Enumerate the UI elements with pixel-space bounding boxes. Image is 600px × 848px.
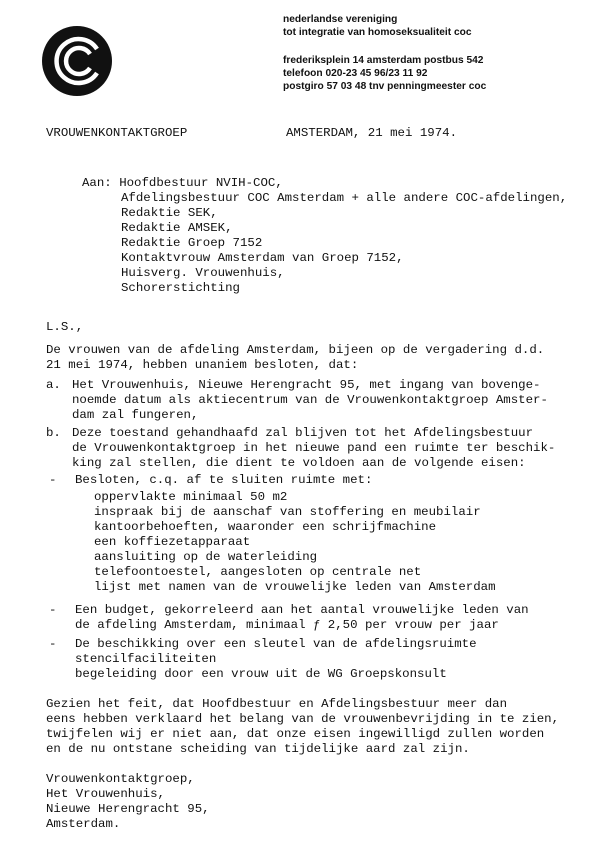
recipient-line: Redaktie SEK,: [121, 206, 218, 220]
letterhead: [283, 13, 486, 93]
requirement-line: Een budget, gekorreleerd aan het aantal vrouwelijke leden van: [75, 603, 529, 617]
requirement-line: de afdeling Amsterdam, minimaal ƒ 2,50 per vrouw per jaar: [75, 618, 499, 632]
requirement-line: begeleiding door een vrouw uit de WG Groepskonsult: [75, 667, 447, 681]
dash-marker: -: [49, 637, 57, 651]
recipient-line: Redaktie AMSEK,: [121, 221, 233, 235]
recipient-line: Hoofdbestuur NVIH-COC,: [119, 176, 283, 190]
signature-line: Nieuwe Herengracht 95,: [46, 802, 210, 816]
dash-marker: -: [49, 603, 57, 617]
point-line: dam zal fungeren,: [72, 408, 199, 422]
requirement-line: stencilfaciliteiten: [75, 652, 217, 666]
closing-paragraph: [46, 697, 559, 757]
address-line: telefoon 020-23 45 96/23 11 92: [283, 68, 428, 79]
requirement-items: [94, 490, 496, 595]
point-line: noemde datum als aktiecentrum van de Vrouwenkontaktgroep Amster-: [72, 393, 548, 407]
list-item: lijst met namen van de vrouwelijke leden van Amsterdam: [94, 580, 496, 594]
point-line: de Vrouwenkontaktgroep in het nieuwe pand een ruimte ter beschik-: [72, 441, 556, 455]
coc-logo-icon: [40, 14, 114, 108]
closing-line: twijfelen wij er niet aan, dat onze eisen ingewilligd zullen worden: [46, 727, 545, 741]
signature-block: [46, 772, 210, 832]
recipient-line: Redaktie Groep 7152: [121, 236, 263, 250]
point-line: Deze toestand gehandhaafd zal blijven tot het Afdelingsbestuur: [72, 426, 534, 440]
recipient-line: Kontaktvrouw Amsterdam van Groep 7152,: [121, 251, 404, 265]
point-line: Het Vrouwenhuis, Nieuwe Herengracht 95, met ingang van bovenge-: [72, 378, 541, 392]
list-item: een koffiezetapparaat: [94, 535, 251, 549]
intro-paragraph: [46, 343, 544, 373]
list-item: telefoontoestel, aangesloten op centrale net: [94, 565, 422, 579]
signature-line: Amsterdam.: [46, 817, 121, 831]
recipient-line: Schorerstichting: [121, 281, 240, 295]
requirement-intro: Besloten, c.q. af te sluiten ruimte met:: [75, 473, 373, 487]
intro-line: De vrouwen van de afdeling Amsterdam, bijeen op de vergadering d.d.: [46, 343, 545, 357]
place-date: AMSTERDAM, 21 mei 1974.: [286, 126, 458, 140]
signature-line: Vrouwenkontaktgroep,: [46, 772, 195, 786]
point-marker: a.: [46, 378, 61, 392]
list-item: inspraak bij de aanschaf van stoffering en meubilair: [94, 505, 481, 519]
org-line: tot integratie van homoseksualiteit coc: [283, 27, 472, 38]
point-line: king zal stellen, die dient te voldoen aan de volgende eisen:: [72, 456, 526, 470]
address-line: postgiro 57 03 48 tnv penningmeester coc: [283, 81, 487, 92]
closing-line: Gezien het feit, dat Hoofdbestuur en Afdelingsbestuur meer dan: [46, 697, 508, 711]
list-item: oppervlakte minimaal 50 m2: [94, 490, 288, 504]
list-item: aansluiting op de waterleiding: [94, 550, 318, 564]
sender-name: VROUWENKONTAKTGROEP: [46, 126, 188, 140]
recipient-line: Huisverg. Vrouwenhuis,: [121, 266, 285, 280]
point-marker: b.: [46, 426, 61, 440]
org-line: nederlandse vereniging: [283, 14, 398, 25]
list-item: kantoorbehoeften, waaronder een schrijfmachine: [94, 520, 437, 534]
dash-marker: -: [49, 473, 57, 487]
signature-line: Het Vrouwenhuis,: [46, 787, 165, 801]
address-line: frederiksplein 14 amsterdam postbus 542: [283, 55, 484, 66]
closing-line: eens hebben verklaard het belang van de vrouwenbevrijding in te zien,: [46, 712, 560, 726]
salutation: L.S.,: [46, 320, 84, 334]
recipients-block: [82, 176, 567, 296]
recipient-line: Afdelingsbestuur COC Amsterdam + alle andere COC-afdelingen,: [121, 191, 568, 205]
closing-line: en de nu ontstane scheiding van tijdelijke aard zal zijn.: [46, 742, 470, 756]
requirement-line: De beschikking over een sleutel van de afdelingsruimte: [75, 637, 477, 651]
recipients-label: Aan:: [82, 176, 112, 190]
intro-line: 21 mei 1974, hebben unaniem besloten, dat:: [46, 358, 359, 372]
